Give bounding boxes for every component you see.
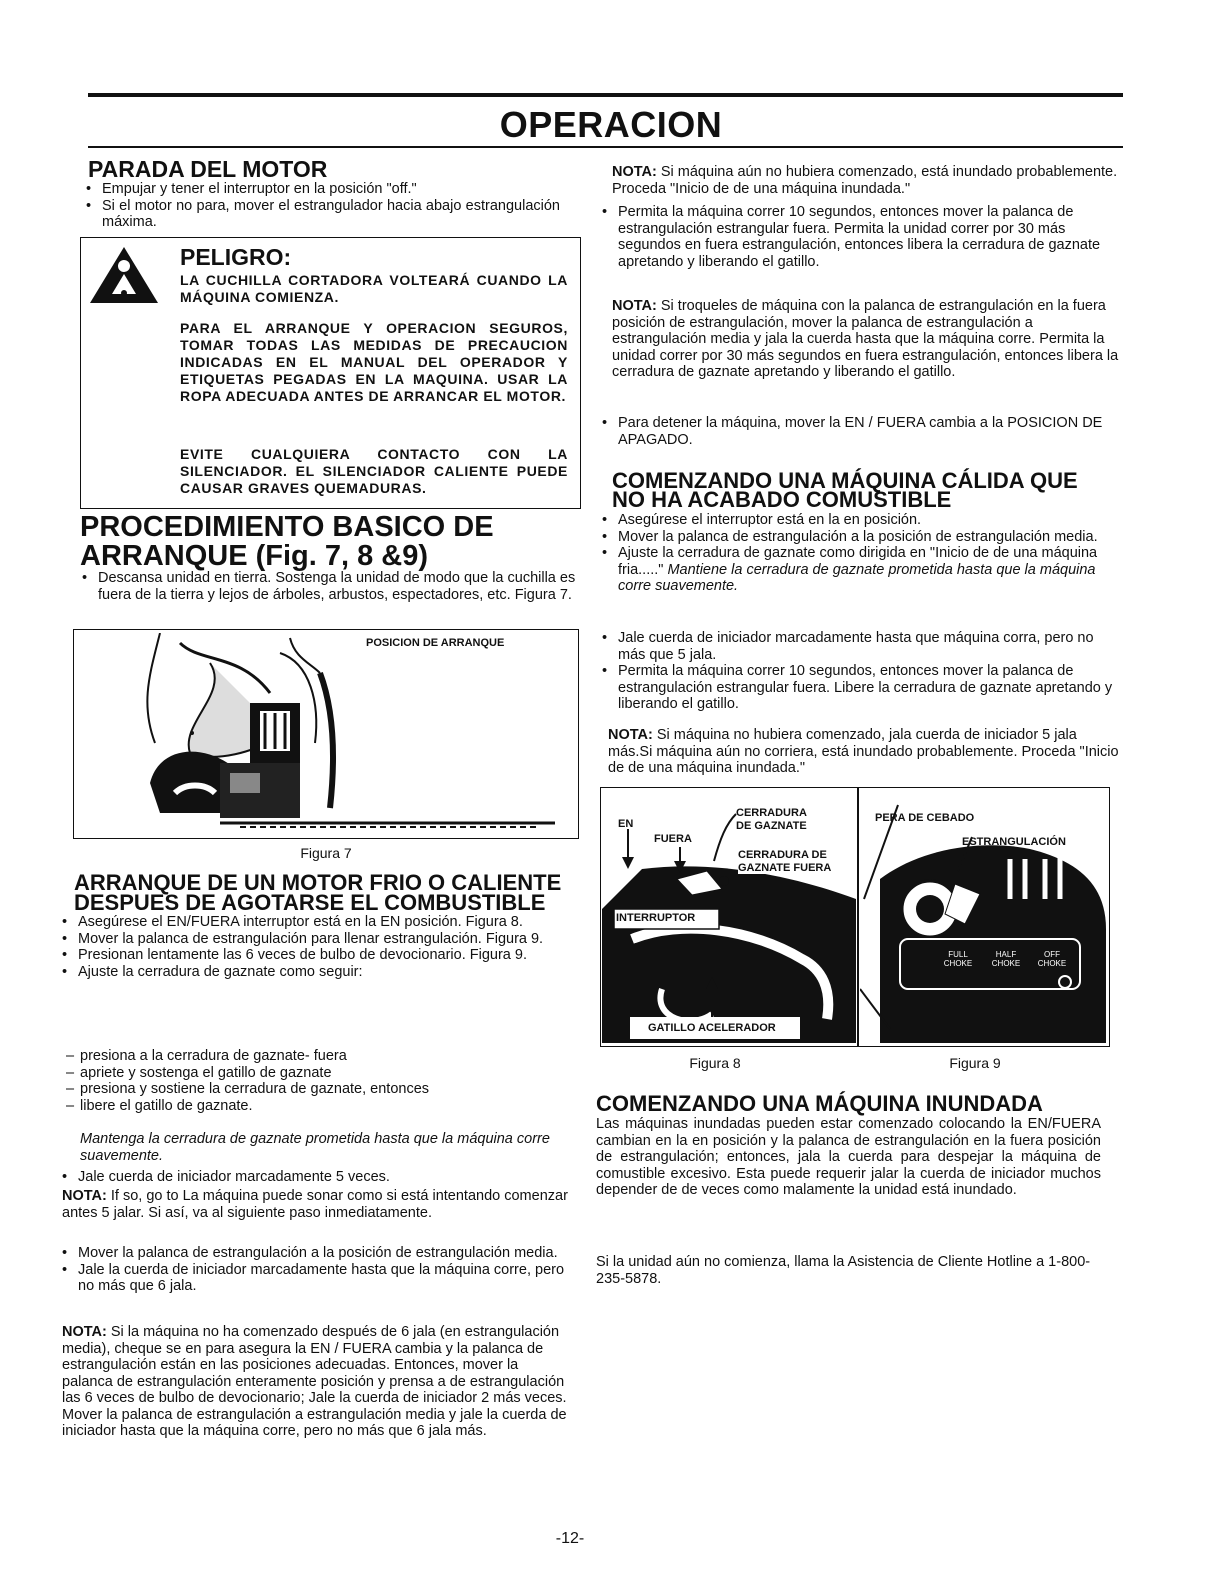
nota-text: Si la máquina no ha comenzado después de 6 jala (en estrangulación media), cheque se en para asegura la EN / FUERA cambia y la palanca de estrangulación están en las posiciones adecuadas. Entonces, mover la palanca de estrangulación enteramente posición y prensa a de estrangulación las 6 veces de bulbo de devocionario; Jale la cuerda de iniciador 2 más veces. Mover la palanca de estrangulación a estrangulación media y jale la cuerda de iniciador hasta que la máquina corre, pero no más que 6 jala más. bbox=[62, 1324, 567, 1439]
procedimiento-heading-1: PROCEDIMIENTO BASICO DE bbox=[80, 511, 494, 543]
procedimiento-heading-2: ARRANQUE (Fig. 7, 8 &9) bbox=[80, 540, 429, 572]
list-item: • Ajuste la cerradura de gaznate como seguir: bbox=[58, 964, 574, 981]
fig8-fuera-label: FUERA bbox=[654, 833, 692, 845]
starting-position-illustration bbox=[120, 633, 365, 833]
danger-text-muffler: EVITE CUALQUIERA CONTACTO CON LA SILENCIADOR. EL SILENCIADOR CALIENTE PUEDE CAUSAR GRAVES QUEMADURAS. bbox=[180, 446, 568, 496]
danger-text-blade: LA CUCHILLA CORTADORA VOLTEARÁ CUANDO LA MÁQUINA COMIENZA. bbox=[180, 272, 568, 305]
fig8-cerradura-label-1: CERRADURA bbox=[736, 807, 807, 819]
right-nota-2 bbox=[612, 298, 1122, 381]
nota-label: NOTA: bbox=[612, 164, 657, 180]
blade-bar-line bbox=[220, 815, 555, 831]
inundada-paragraph: Las máquinas inundadas pueden estar comenzado colocando la EN/FUERA cambian en la en posición y la palanca de estrangulación en la fuera posición de estrangulación; entonces, jala la cuerda para despejar la máquina de comustible excesivo. Esta puede requerir jalar la cuerda de iniciador muchos depender de de veces como malamente la unidad está inundado. bbox=[596, 1116, 1101, 1198]
ajuste-italic: Mantiene la cerradura de gaznate prometida hasta que la máquina corre suavemente. bbox=[618, 561, 1096, 594]
fig9-estrangulacion-label: ESTRANGULACIÓN bbox=[962, 836, 1066, 848]
list-item: – libere el gatillo de gaznate. bbox=[62, 1098, 562, 1115]
fig8-cerradura-fuera-2: GAZNATE FUERA bbox=[738, 862, 832, 874]
arranque-frio-nota-2 bbox=[62, 1324, 572, 1440]
list-item: • Jale la cuerda de iniciador marcadamente hasta que la máquina corre, pero no más que 6 jala. bbox=[58, 1262, 574, 1295]
arranque-frio-heading-2: DESPUES DE AGOTARSE EL COMBUSTIBLE bbox=[74, 890, 546, 915]
fig8-cerradura-label-2: DE GAZNATE bbox=[736, 820, 807, 832]
nota-label: NOTA: bbox=[612, 298, 657, 314]
inundada-heading: COMENZANDO UNA MÁQUINA INUNDADA bbox=[596, 1091, 1043, 1116]
page-number: -12- bbox=[555, 1530, 585, 1547]
list-item: • Mover la palanca de estrangulación a la posición de estrangulación media. bbox=[598, 529, 1120, 546]
list-item: • Asegúrese el EN/FUERA interruptor está en la EN posición. Figura 8. bbox=[58, 914, 574, 931]
list-item: • Permita la máquina correr 10 segundos, entonces mover la palanca de estrangulación estrangular fuera. Libere la cerradura de gaznate apretando y liberando el gatillo. bbox=[598, 663, 1120, 713]
nota-text: If so, go to La máquina puede sonar como si está intentando comenzar antes 5 jalar. Si así, va al siguiente paso inmediatamente. bbox=[62, 1188, 568, 1221]
figure-9-illustration bbox=[860, 789, 1106, 1043]
arranque-frio-italic-note: Mantenga la cerradura de gaznate prometida hasta que la máquina corre suavemente. bbox=[80, 1131, 550, 1164]
list-item: • Asegúrese el interruptor está en la en posición. bbox=[598, 512, 1120, 529]
list-item: • Jale cuerda de iniciador marcadamente 5 veces. bbox=[58, 1169, 574, 1186]
parada-heading: PARADA DEL MOTOR bbox=[88, 156, 328, 182]
list-item: – presiona a la cerradura de gaznate- fuera bbox=[62, 1048, 562, 1065]
fig8-cerradura-fuera-1: CERRADURA DE bbox=[738, 849, 827, 861]
list-item: • Presionan lentamente las 6 veces de bulbo de devocionario. Figura 9. bbox=[58, 947, 574, 964]
procedimiento-list bbox=[78, 570, 578, 603]
calida-heading-2: NO HA ACABADO COMUSTIBLE bbox=[612, 487, 952, 512]
fig8-gatillo-label: GATILLO ACELERADOR bbox=[648, 1022, 776, 1034]
arranque-frio-nota-1 bbox=[62, 1188, 572, 1221]
figure-7-label: POSICION DE ARRANQUE bbox=[366, 637, 505, 649]
fig9-half-choke: HALF CHOKE bbox=[991, 950, 1021, 968]
warning-triangle-icon bbox=[88, 244, 160, 306]
arranque-frio-jale bbox=[58, 1169, 574, 1186]
danger-text-safety: PARA EL ARRANQUE Y OPERACION SEGUROS, TOMAR TODAS LAS MEDIDAS DE PRECAUCION INDICADAS EN EL MANUAL DEL OPERADOR Y ETIQUETAS PEGADAS EN LA MAQUINA. USAR LA ROPA ADECUADA ANTES DE ARRANCAR EL MOTOR. bbox=[180, 320, 568, 404]
right-nota-1 bbox=[612, 164, 1122, 197]
list-item: – apriete y sostenga el gatillo de gaznate bbox=[62, 1065, 562, 1082]
arranque-frio-list bbox=[58, 914, 574, 980]
right-list-2 bbox=[598, 415, 1120, 448]
nota-label: NOTA: bbox=[62, 1324, 107, 1340]
calida-list-b bbox=[598, 630, 1120, 713]
list-item: • Empujar y tener el interruptor en la posición "off." bbox=[82, 181, 560, 198]
nota-text: Si máquina no hubiera comenzado, jala cuerda de iniciador 5 jala más.Si máquina aún no corriera, está inundado probablemente. Proceda "Inicio de de una máquina inundada." bbox=[608, 727, 1119, 776]
figure-divider bbox=[857, 787, 859, 1047]
title-rule bbox=[88, 146, 1123, 148]
list-item: • Si el motor no para, mover el estrangulador hacia abajo estrangulación máxima. bbox=[82, 198, 560, 231]
top-rule bbox=[88, 93, 1123, 97]
fig8-interruptor-label: INTERRUPTOR bbox=[616, 912, 696, 924]
calida-nota bbox=[608, 727, 1120, 777]
fig8-en-label: EN bbox=[618, 818, 634, 830]
page-title: OPERACION bbox=[499, 104, 723, 145]
hotline-paragraph: Si la unidad aún no comienza, llama la Asistencia de Cliente Hotline a 1-800-235-5878. bbox=[596, 1254, 1091, 1287]
ajuste-text: Ajuste la cerradura de gaznate como dirigida en "Inicio de de una máquina fria....." bbox=[618, 545, 1098, 578]
nota-text: Si troqueles de máquina con la palanca de estrangulación en la fuera posición de estrangulación, mover la palanca de estrangulación a estrangulación media y jala la cuerda hasta que la máquina corre. Permita la unidad correr por 30 más segundos en fuera estrangulación, entonces libera la cerradura de gaznate apretando y liberando el gatillo. bbox=[612, 298, 1119, 380]
figure-8-caption: Figura 8 bbox=[689, 1055, 741, 1071]
list-item: • Para detener la máquina, mover la EN / FUERA cambia a la POSICION DE APAGADO. bbox=[598, 415, 1120, 448]
list-item: – presiona y sostiene la cerradura de gaznate, entonces bbox=[62, 1081, 562, 1098]
fig9-full-choke: FULL CHOKE bbox=[943, 950, 973, 968]
nota-text: Si máquina aún no hubiera comenzado, está inundado probablemente. Proceda "Inicio de de una máquina inundada." bbox=[612, 164, 1118, 197]
list-item: • Mover la palanca de estrangulación para llenar estrangulación. Figura 9. bbox=[58, 931, 574, 948]
list-item: • Permita la máquina correr 10 segundos, entonces mover la palanca de estrangulación estrangular fuera. Permita la unidad correr por 30 más segundos en fuera estrangulación, entonces libera la cerradura de gaznate apretando y liberando el gatillo. bbox=[598, 204, 1120, 270]
arranque-frio-sublist bbox=[62, 1048, 562, 1114]
calida-heading-1: COMENZANDO UNA MÁQUINA CÁLIDA QUE bbox=[612, 468, 1078, 493]
figure-7-caption: Figura 7 bbox=[300, 845, 352, 861]
fig9-off-choke: OFF CHOKE bbox=[1037, 950, 1067, 968]
nota-label: NOTA: bbox=[608, 727, 653, 743]
list-item: • Jale cuerda de iniciador marcadamente hasta que máquina corra, pero no más que 5 jala. bbox=[598, 630, 1120, 663]
list-item: • Descansa unidad en tierra. Sostenga la unidad de modo que la cuchilla es fuera de la tierra y lejos de árboles, arbustos, espectadores, etc. Figura 7. bbox=[78, 570, 578, 603]
fig9-pera-label: PERA DE CEBADO bbox=[875, 812, 975, 824]
nota-label: NOTA: bbox=[62, 1188, 107, 1204]
right-list-1 bbox=[598, 204, 1120, 270]
arranque-frio-list-2 bbox=[58, 1245, 574, 1295]
arranque-frio-heading-1: ARRANQUE DE UN MOTOR FRIO O CALIENTE bbox=[74, 870, 562, 895]
calida-list-a bbox=[598, 512, 1120, 595]
danger-heading: PELIGRO: bbox=[180, 244, 292, 270]
figure-9-caption: Figura 9 bbox=[949, 1055, 1001, 1071]
list-item bbox=[598, 545, 1120, 595]
list-item: • Mover la palanca de estrangulación a la posición de estrangulación media. bbox=[58, 1245, 574, 1262]
parada-list bbox=[82, 181, 560, 231]
